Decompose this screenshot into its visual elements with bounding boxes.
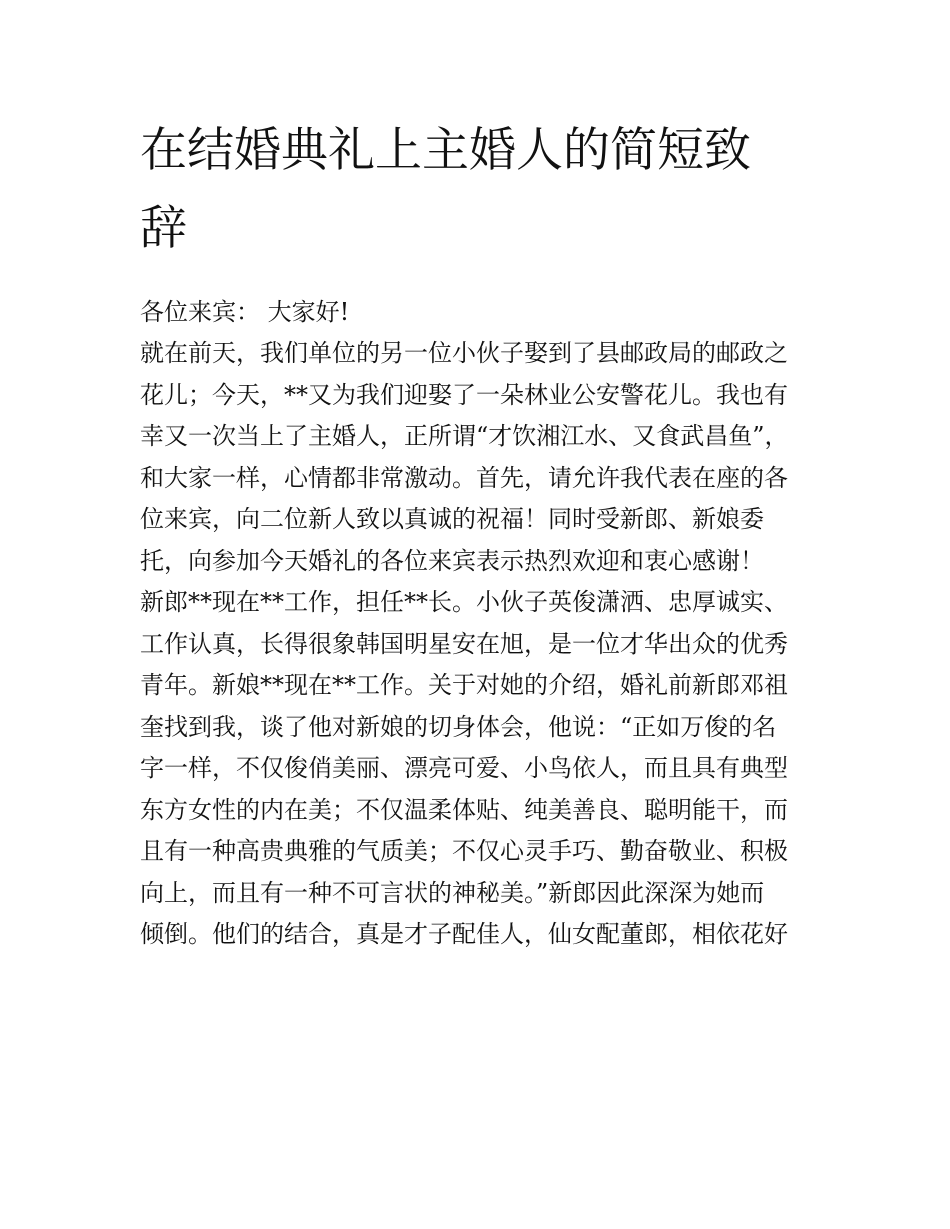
salutation: 各位来宾： 大家好! [140,298,350,326]
text-line: 奎找到我，谈了他对新娘的切身体会，他说：“正如万俊的名 [140,712,777,741]
title-line: 在结婚典礼上主婚人的简短致 [140,123,751,178]
text-line: 新郎**现在**工作，担任**长。小伙子英俊潇洒、忠厚诚实、 [140,588,788,616]
text-line: 倾倒。他们的结合，真是才子配佳人，仙女配董郎，相依花好 [140,920,788,948]
title-line: 辞 [140,201,187,256]
document-title [140,112,820,268]
text-line: 向上，而且有一种不可言状的神秘美。”新郎因此深深为她而 [140,878,765,907]
text-line: 托，向参加今天婚礼的各位来宾表示热烈欢迎和衷心感谢！ [140,546,764,575]
text-line: 和大家一样，心情都非常激动。首先，请允许我代表在座的各 [140,463,788,492]
text-line: 就在前天，我们单位的另一位小伙子娶到了县邮政局的邮政之 [140,339,788,367]
text-line: 工作认真，长得很象韩国明星安在旭，是一位才华出众的优秀 [140,629,788,658]
document-content [140,112,820,956]
text-line: 且有一种高贵典雅的气质美；不仅心灵手巧、勤奋敬业、积极 [140,837,788,865]
body-text [140,333,820,956]
text-line: 幸又一次当上了主婚人，正所谓“才饮湘江水、又食武昌鱼”， [140,422,789,450]
text-line: 青年。新娘**现在**工作。关于对她的介绍，婚礼前新郎邓祖 [140,671,788,699]
text-line: 花儿；今天，**又为我们迎娶了一朵林业公安警花儿。我也有 [140,380,788,409]
text-line: 字一样，不仅俊俏美丽、漂亮可爱、小鸟依人，而且具有典型 [140,754,788,782]
text-line: 东方女性的内在美；不仅温柔体贴、纯美善良、聪明能干，而 [140,795,788,824]
text-line: 位来宾，向二位新人致以真诚的祝福！同时受新郎、新娘委 [140,505,764,533]
